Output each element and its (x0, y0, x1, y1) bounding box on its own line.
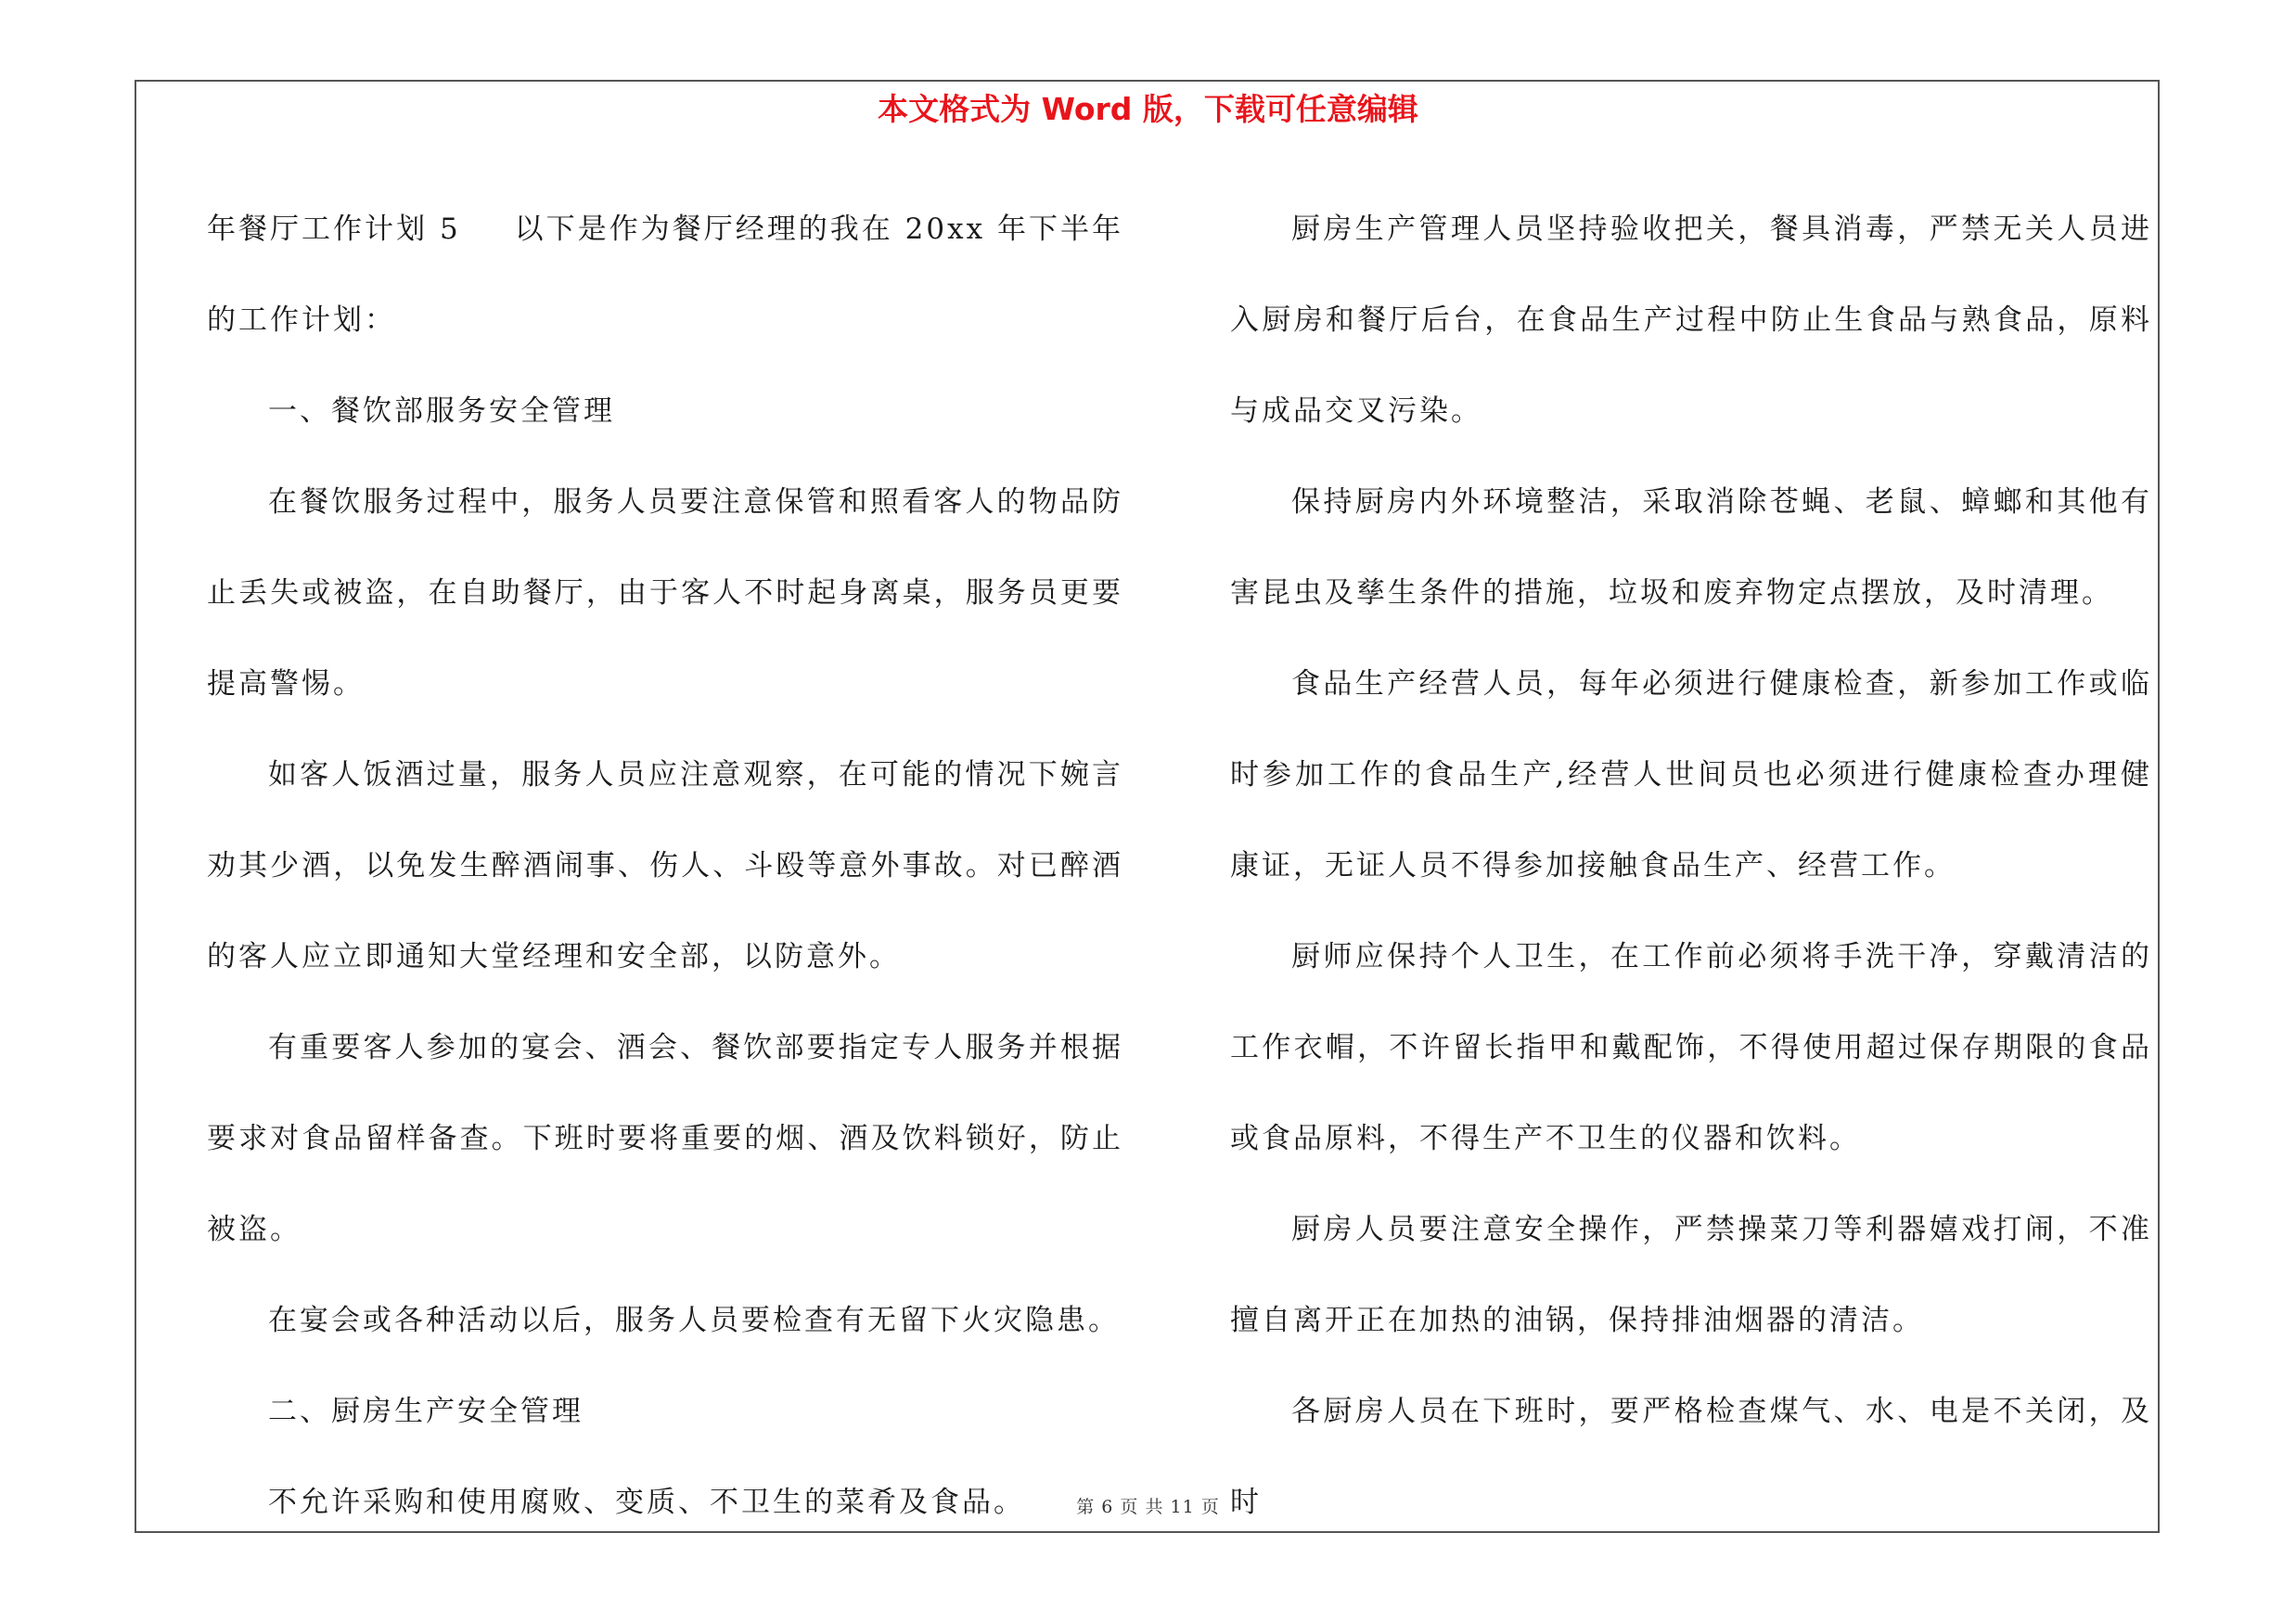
intro-paragraph (207, 184, 1123, 366)
document-title: 年餐厅工作计划 5 (207, 213, 461, 246)
left-text-column (207, 184, 1123, 1519)
section-heading-kitchen-safety: 二、厨房生产安全管理 (268, 1395, 584, 1428)
section-heading-service-safety: 一、餐饮部服务安全管理 (268, 394, 615, 428)
page-number: 第 6 页 共 11 页 (1076, 1497, 1220, 1517)
paragraph-banquet-service: 有重要客人参加的宴会、酒会、餐饮部要指定专人服务并根据要求对食品留样备查。下班时要将重要的烟、酒及饮料锁好，防止被盗。 (207, 1031, 1123, 1246)
paragraph-end-of-shift: 各厨房人员在下班时，要严格检查煤气、水、电是不关闭，及时 (1230, 1395, 2152, 1519)
paragraph-guest-belongings: 在餐饮服务过程中，服务人员要注意保管和照看客人的物品防止丢失或被盗，在自助餐厅，由于客人不时起身离桌，服务员更要提高警惕。 (207, 485, 1123, 701)
paragraph-health-check: 食品生产经营人员，每年必须进行健康检查，新参加工作或临时参加工作的食品生产,经营人世间员也必须进行健康检查办理健康证，无证人员不得参加接触食品生产、经营工作。 (1230, 667, 2152, 882)
paragraph-inspection: 厨房生产管理人员坚持验收把关，餐具消毒，严禁无关人员进入厨房和餐厅后台，在食品生产过程中防止生食品与熟食品，原料与成品交叉污染。 (1230, 213, 2152, 428)
paragraph-kitchen-cleanliness: 保持厨房内外环境整洁，采取消除苍蝇、老鼠、蟑螂和其他有害昆虫及孳生条件的措施，垃圾和废弃物定点摆放，及时清理。 (1230, 485, 2152, 610)
paragraph-food-purchase: 不允许采购和使用腐败、变质、不卫生的菜肴及食品。 (268, 1486, 1025, 1519)
paragraph-safe-operation: 厨房人员要注意安全操作，严禁操菜刀等利器嬉戏打闹，不准擅自离开正在加热的油锅，保持排油烟器的清洁。 (1230, 1213, 2152, 1337)
paragraph-fire-check: 在宴会或各种活动以后，服务人员要检查有无留下火灾隐患。 (268, 1304, 1120, 1337)
paragraph-personal-hygiene: 厨师应保持个人卫生，在工作前必须将手洗干净，穿戴清洁的工作衣帽，不许留长指甲和戴配饰，不得使用超过保存期限的食品或食品原料，不得生产不卫生的仪器和饮料。 (1230, 940, 2152, 1155)
intro-text: 以下是作为餐厅经理的我在 20xx 年下半年的工作计划： (207, 213, 1123, 337)
paragraph-drunk-guests: 如客人饭酒过量，服务人员应注意观察，在可能的情况下婉言劝其少酒，以免发生醉酒闹事、伤人、斗殴等意外事故。对已醉酒的客人应立即通知大堂经理和安全部，以防意外。 (207, 758, 1123, 973)
word-format-banner: 本文格式为 Word 版，下载可任意编辑 (878, 91, 1418, 127)
right-text-column (1230, 184, 2152, 1519)
